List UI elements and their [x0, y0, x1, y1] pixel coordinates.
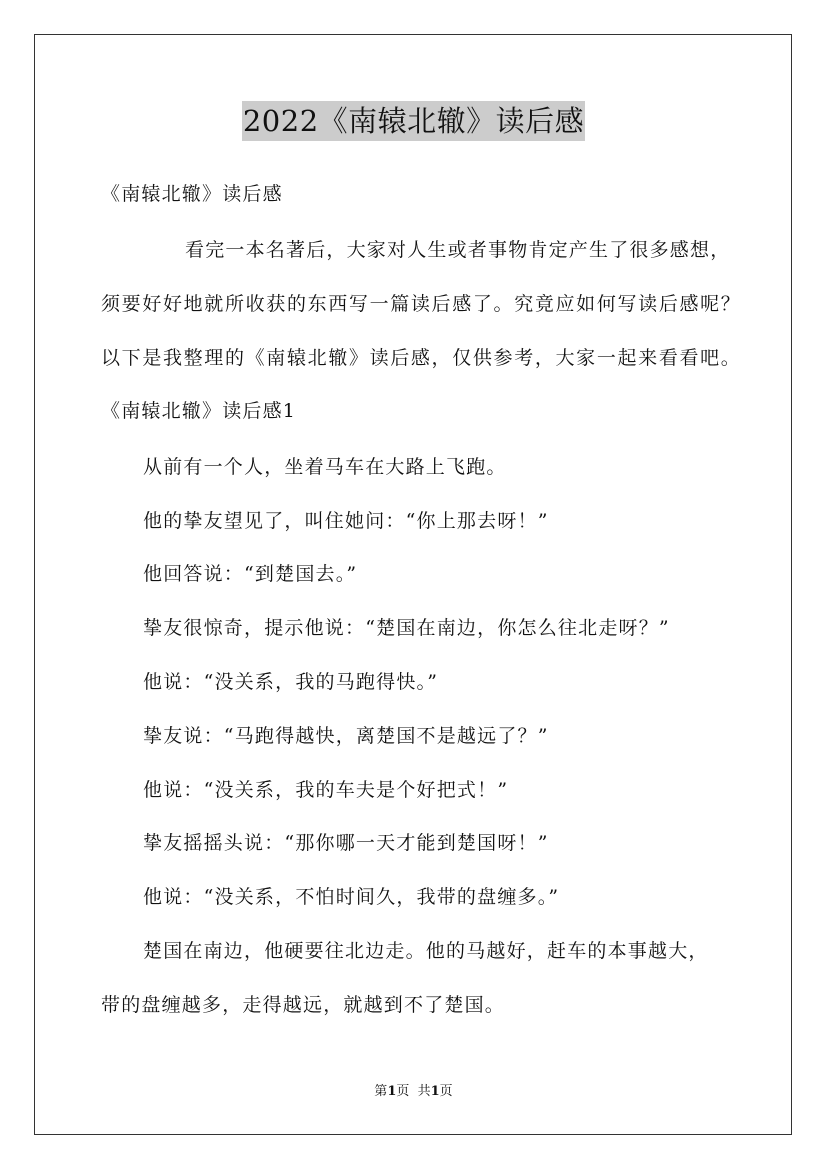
document-title: 2022《南辕北辙》读后感	[242, 101, 585, 141]
title-container	[0, 101, 827, 141]
section-heading: 《南辕北辙》读后感	[101, 183, 283, 205]
footer-suffix: 页	[439, 1084, 453, 1099]
paragraph-line: 挚友很惊奇，提示他说：“楚国在南边，你怎么往北走呀？”	[143, 617, 670, 639]
paragraph-line: 他回答说：“到楚国去。”	[143, 563, 358, 585]
paragraph-line: 挚友说：“马跑得越快，离楚国不是越远了？”	[143, 725, 549, 747]
page-footer	[0, 1083, 827, 1101]
paragraph-line: 从前有一个人，坐着马车在大路上飞跑。	[143, 456, 507, 478]
paragraph-line: 看完一本名著后，大家对人生或者事物肯定产生了很多感想，	[185, 239, 731, 261]
footer-page-total: 1	[430, 1084, 440, 1099]
paragraph-line: 以下是我整理的《南辕北辙》读后感，仅供参考，大家一起来看看吧。	[101, 347, 741, 369]
paragraph-line: 他说：“没关系，我的车夫是个好把式！”	[143, 779, 509, 801]
paragraph-line: 他说：“没关系，我的马跑得快。”	[143, 671, 439, 693]
paragraph-line: 楚国在南边，他硬要往北边走。他的马越好，赶车的本事越大，	[143, 940, 709, 962]
paragraph-line: 须要好好地就所收获的东西写一篇读后感了。究竟应如何写读后感呢？	[101, 293, 741, 315]
footer-mid: 页 共	[396, 1084, 431, 1099]
section-heading: 《南辕北辙》读后感1	[101, 400, 297, 422]
footer-page-current: 1	[387, 1084, 397, 1099]
paragraph-line: 带的盘缠越多，走得越远，就越到不了楚国。	[101, 994, 506, 1016]
footer-prefix: 第	[374, 1084, 388, 1099]
paragraph-line: 挚友摇摇头说：“那你哪一天才能到楚国呀！”	[143, 832, 549, 854]
paragraph-line: 他的挚友望见了，叫住她问：“你上那去呀！”	[143, 510, 549, 532]
paragraph-line: 他说：“没关系，不怕时间久，我带的盘缠多。”	[143, 886, 560, 908]
